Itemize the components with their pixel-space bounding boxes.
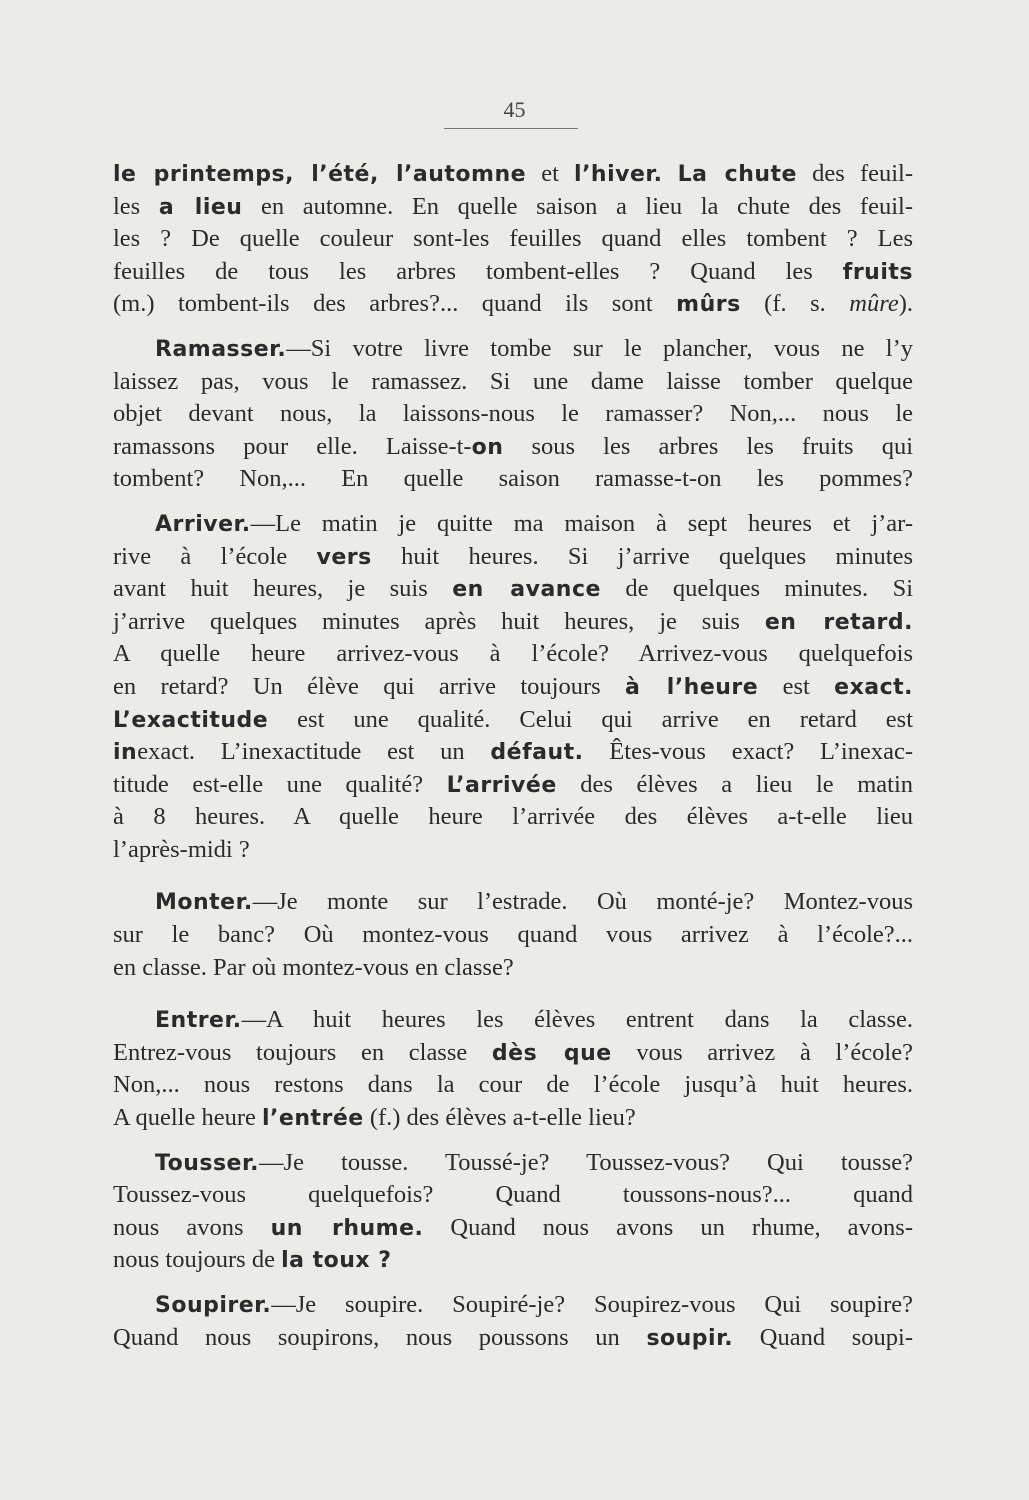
text-run: à 8 heures. A quelle heure l’arrivée des élèves a-t-elle lieu [113, 803, 913, 831]
text-run: —A huit heures les élèves entrent dans la classe. [241, 1006, 913, 1034]
text-line [113, 769, 913, 802]
text-run: et [526, 160, 575, 187]
text-run: feuilles de tous les arbres tombent-elles ? Quand les [113, 257, 843, 285]
text-line [113, 366, 913, 399]
text-run: de quelques minutes. Si [600, 575, 913, 603]
italic-term: mûre [849, 290, 899, 318]
paragraph-tousser [113, 1147, 913, 1277]
text-line [113, 638, 913, 671]
bold-term: le printemps, l’été, l’automne [113, 162, 527, 187]
paragraph-ramasser [113, 333, 913, 496]
paragraph-entrer [113, 1004, 913, 1134]
text-run: —Je tousse. Toussé-je? Toussez-vous? Qui tousse? [259, 1148, 913, 1176]
text-run: Quand nous soupirons, nous poussons un [113, 1323, 647, 1351]
bold-term: a lieu [158, 194, 243, 220]
text-line [113, 801, 913, 834]
text-run: ramassons pour elle. Laisse-t- [113, 432, 472, 460]
text-run: ). [898, 290, 913, 318]
text-run: est une qualité. Celui qui arrive en retard est [268, 705, 913, 733]
bold-term: Monter. [155, 890, 253, 916]
text-line [113, 398, 913, 431]
text-run: titude est-elle une qualité? [113, 770, 447, 798]
bold-term: en avance [452, 577, 601, 603]
text-line [113, 886, 913, 919]
text-run: des élèves a lieu le matin [556, 770, 914, 798]
paragraph-soupirer [113, 1289, 913, 1354]
text-line [113, 158, 913, 191]
text-run: en retard? Un élève qui arrive toujours [113, 672, 626, 700]
text-run [662, 160, 677, 187]
text-line [113, 1289, 913, 1322]
text-run: Non,... nous restons dans la cour de l’école jusqu’à huit heures. [113, 1071, 913, 1099]
text-run: j’arrive quelques minutes après huit heures, je suis [113, 607, 765, 635]
text-run: Quand nous avons un rhume, avons- [423, 1213, 913, 1241]
text-line [113, 288, 913, 321]
text-line [113, 736, 913, 769]
paragraph-monter [113, 886, 913, 984]
bold-term: L’arrivée [446, 772, 557, 798]
text-line [113, 463, 913, 496]
page-number: 45 [503, 97, 526, 122]
bold-term: exact. [834, 674, 914, 700]
bold-term: on [471, 434, 504, 460]
text-line [113, 256, 913, 289]
text-run: sous les arbres les fruits qui [503, 432, 914, 460]
bold-term: Soupirer. [155, 1293, 272, 1318]
text-line [113, 1244, 913, 1277]
text-line [113, 671, 913, 704]
text-run: les ? De quelle couleur sont-les feuilles quand elles tombent ? Les [113, 225, 913, 253]
text-line [113, 1179, 913, 1212]
bold-term: l’entrée [262, 1106, 364, 1132]
text-run: Toussez-vous quelquefois? Quand toussons-nous?... quand [113, 1181, 913, 1209]
text-run: vous arrivez à l’école? [611, 1038, 913, 1066]
text-line [113, 431, 913, 464]
bold-term: vers [316, 544, 372, 570]
bold-term: dès que [491, 1040, 612, 1066]
text-run: (f.) des élèves a-t-elle lieu? [363, 1104, 636, 1132]
bold-term: Ramasser. [155, 336, 287, 362]
bold-term: in [113, 740, 138, 766]
text-line [113, 573, 913, 606]
text-run: rive à l’école [113, 542, 317, 570]
bold-term: mûrs [676, 292, 741, 318]
text-run: (m.) tombent-ils des arbres?... quand ils sont [113, 290, 677, 318]
text-line [113, 952, 913, 985]
header-rule [444, 128, 578, 129]
text-run: est [758, 672, 835, 700]
text-run: Quand soupi- [733, 1323, 913, 1351]
text-run: des feuil- [796, 160, 914, 187]
bold-term: défaut. [490, 740, 584, 766]
bold-term: Tousser. [155, 1150, 260, 1176]
text-run: sur le banc? Où montez-vous quand vous arrivez à l’école?... [113, 921, 913, 949]
text-run: —Je monte sur l’estrade. Où monté-je? Montez-vous [252, 888, 913, 916]
text-line [113, 333, 913, 366]
text-run: en classe. Par où montez-vous en classe? [113, 953, 514, 981]
bold-term: l’hiver. [574, 162, 663, 187]
text-line [113, 223, 913, 256]
text-line [113, 508, 913, 541]
text-run: avant huit heures, je suis [113, 575, 453, 603]
text-run: l’après-midi ? [113, 835, 250, 863]
bold-term: La chute [677, 162, 797, 187]
text-run: nous toujours de [113, 1246, 282, 1274]
bold-term: L’exactitude [113, 707, 269, 733]
bold-term: Entrer. [155, 1008, 242, 1034]
bold-term: Arriver. [155, 511, 251, 537]
page-body [113, 158, 913, 1354]
text-line [113, 191, 913, 224]
text-line [113, 1322, 913, 1355]
text-run: —Le matin je quitte ma maison à sept heures et j’ar- [250, 509, 913, 537]
text-run: —Je soupire. Soupiré-je? Soupirez-vous Qui soupire? [271, 1291, 913, 1318]
text-run: Entrez-vous toujours en classe [113, 1038, 492, 1066]
text-run: A quelle heure arrivez-vous à l’école? Arrivez-vous quelquefois [113, 640, 913, 668]
text-line [113, 1037, 913, 1070]
text-line [113, 704, 913, 737]
text-line [113, 606, 913, 639]
text-line [113, 834, 913, 867]
text-run: tombent? Non,... En quelle saison ramasse-t-on les pommes? [113, 465, 913, 493]
text-run: A quelle heure [113, 1104, 262, 1132]
text-line [113, 1147, 913, 1180]
text-run: les [113, 192, 159, 220]
paragraph-arriver [113, 508, 913, 867]
text-line [113, 1069, 913, 1102]
text-run: objet devant nous, la laissons-nous le ramasser? Non,... nous le [113, 400, 913, 428]
text-run: huit heures. Si j’arrive quelques minutes [371, 542, 914, 570]
text-run: exact. L’inexactitude est un [137, 738, 491, 766]
bold-term: un rhume. [270, 1215, 424, 1241]
text-line [113, 919, 913, 952]
paragraph-seasons [113, 158, 913, 321]
bold-term: à l’heure [625, 674, 759, 700]
text-line [113, 541, 913, 574]
text-line [113, 1102, 913, 1135]
text-run: nous avons [113, 1213, 271, 1241]
bold-term: en retard. [764, 609, 913, 635]
text-run: Êtes-vous exact? L’inexac- [583, 738, 913, 766]
bold-term: fruits [842, 259, 913, 285]
text-run: en automne. En quelle saison a lieu la chute des feuil- [242, 192, 913, 220]
text-line [113, 1212, 913, 1245]
text-run: —Si votre livre tombe sur le plancher, vous ne l’y [286, 334, 913, 362]
text-line [113, 1004, 913, 1037]
text-run: (f. s. [740, 290, 850, 318]
bold-term: soupir. [646, 1325, 734, 1351]
text-run: laissez pas, vous le ramassez. Si une dame laisse tomber quelque [113, 367, 913, 395]
bold-term: la toux ? [281, 1248, 392, 1274]
